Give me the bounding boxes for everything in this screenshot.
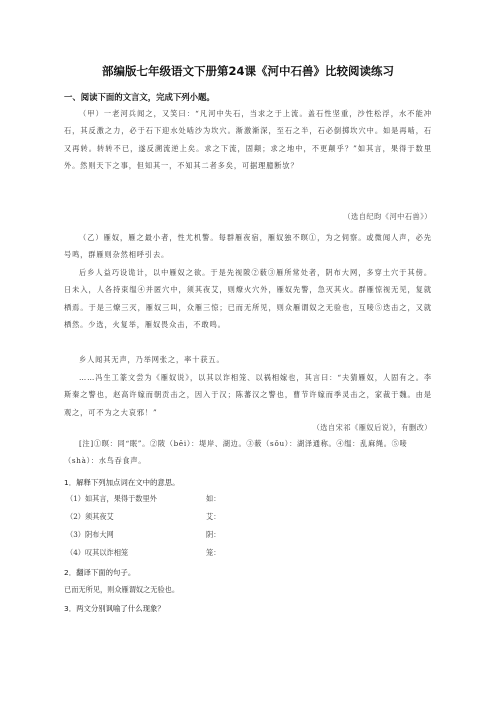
item-answer-label: 如： [206,494,221,503]
item-answer-label: 阴： [206,530,221,539]
question-2: 2．翻译下面的句子。 [64,568,136,577]
item-text: （3）阴布大网 [66,530,114,539]
page-title: 部编版七年级语文下册第24课《河中石兽》比较阅读练习 [101,64,394,78]
passage-b-body: 后乡人益巧设诡计，以中雁奴之欲。于是先视陂②薮③雁所常处者，阴布大网，多穿土穴于其傍。日未入，人各持束缊④并匿穴中，须其夜艾，则燎火穴外，雁奴先警，急灭其火。群雁惊视无见，复就栖焉。于是三燎三灭，雁奴三叫，众雁三惊；已而无所见，则众雁谓奴之无验也，互唼⑤迭击之，又就栖然。少选，火复举，雁奴畏众击，不敢鸣。 [64,268,432,330]
question-1-item [66,512,221,522]
source-b: （选自宋祁《雁奴后说》，有删改） [312,423,432,432]
item-answer-label: 笼： [206,548,221,557]
passage-b-result: 乡人闻其无声，乃举网张之，率十获五。 [79,355,225,364]
question-3: 3．两文分别讽喻了什么现象？ [64,604,165,613]
question-1-item [66,494,221,504]
question-1-item [66,548,221,558]
item-text: （2）须其夜艾 [66,512,114,521]
item-answer-label: 艾： [206,512,221,521]
source-a: （选自纪昀《河中石兽》） [343,212,432,221]
item-text: （1）如其言，果得于数里外 [66,494,157,503]
item-text: （4）叹其以诈相笼 [66,548,129,557]
question-1: 1．解释下列加点词在文中的意思。 [64,478,180,487]
annotation-notes: [注]①暝：同“眠”。②陂（bēi）：堤岸、湖边。③薮（sǒu）：湖泽通称。④缊：乱麻绳。⑤唼（shà）：水鸟吞食声。 [64,439,408,465]
passage-b-commentary: ……冯生工篆文尝为《雁奴说》，以其以诈相笼、以祸相嫁也，其言曰：“夫猜雁奴，人固有之。李斯秦之警也，赵高许嫁而朝贡击之，因入于汉；陈蕃汉之警也，曹节许嫁而季灵击之，家裁于魏。由是观之，可不为之大哀邪！” [64,373,432,417]
passage-a: （甲）一老河兵闻之，又笑曰：“凡河中失石，当求之于上流。盖石性坚重，沙性松浮，水不能冲石，其反激之力，必于石下迎水处啮沙为坎穴。渐激渐深，至石之半，石必倒掷坎穴中。如是再啮，石又再转。转转不已，遂反溯流逆上矣。求之下流，固颠；求之地中，不更颠乎？”如其言，果得于数里外。然则天下之事，但知其一，不知其二者多矣，可据理臆断欤？ [64,109,432,171]
question-1-item [66,530,221,540]
question-2-sentence: 已而无所见，则众雁谓奴之无验也。 [64,585,180,594]
section-heading: 一、阅读下面的文言文，完成下列小题。 [64,92,215,102]
passage-b-intro: （乙）雁奴，雁之最小者，性尤机警。每群雁夜宿，雁奴独不暝①，为之伺察。或微闻人声，必先号鸣，群雁则杂然相呼引去。 [64,233,432,260]
